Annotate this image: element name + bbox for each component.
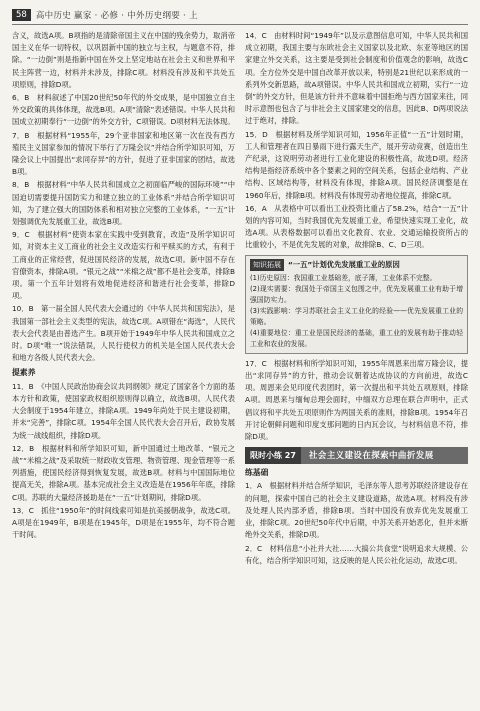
answer-paragraph: 17．C 根据材料和所学知识可知，1955年周恩来出席万隆会议，提出“求同存异”的方针，推动会议朝着达成协议的方向前进，故选C项。周恩来会见印度代表团时，第一次提出和平共处五项原则，排除A项。周恩来与缅甸总理会面时，中缅双方总理在联合声明中，正式倡议将和平共处五项原则作为两国关系的准则，排除B项。1954年召开讨论朝鲜问题和印度支那问题的日内瓦会议，与材料信息不符，排除D项。: [245, 358, 468, 442]
knowledge-item: (3)实践影响：学习苏联社会主义工业化的经验——优先发展重工业的策略。: [250, 306, 463, 326]
knowledge-box: [245, 255, 468, 354]
answer-paragraph: 11．B 《中国人民政治协商会议共同纲领》规定了国家各个方面的基本方针和政策，使国家政权组织原则得以确立，故选B项。人民代表大会制度于1954年建立，排除A项。1949年尚处于民主建设初期，并未“完善”，排除C项。1954年全国人民代表大会召开后，政协发展为统一战线组织，排除D项。: [12, 381, 235, 440]
answer-paragraph: 15．D 根据材料及所学知识可知，1956年正值“一五”计划时期，工人和管理者在四日暴雨下进行露天生产，展开劳动竞赛，创造出生产纪录，这说明劳动者进行工业化建设的积极性高，故选D项。经济结构是指经济系统中各个要素之间的空间关系，包括企业结构、产业结构、区域结构等，材料没有体现，排除A项。国民经济调整是在1960年后，排除B项。材料没有体现劳动者地位提高，排除C项。: [245, 129, 468, 200]
page-header: [12, 6, 468, 25]
answer-paragraph: 14．C 由材料时间“1949年”以及示意图信息可知，中华人民共和国成立初期，我国主要与东欧社会主义国家以及北欧、东亚等地区的国家建立外交关系，这主要是受到社会制度和价值观念的影响，故选C项。全方位外交是中国自改革开放以来，特别是21世纪以来形成的一系列外交新思路，故A项错误。中华人民共和国成立初期，实行“一边倒”的外交方针，但是该方针并不意味着中国拒绝与西方国家来往，同时示意图也包含了与非社会主义国家建交的信息，因此B、D两项说法过于绝对，排除。: [245, 31, 468, 126]
left-column: [12, 30, 235, 568]
knowledge-item: (1)历史原因：我国重工业基础差，底子薄，工业体系不完整。: [250, 273, 437, 282]
practice-tag: 限时小练 27: [245, 447, 301, 464]
knowledge-item: (4)重要地位：重工业是国民经济的基础，重工业的发展有助于推动轻工业和农业的发展。: [250, 328, 463, 348]
right-column: [245, 30, 468, 568]
answer-paragraph: 7．B 根据材料“1955年，29个亚非国家和地区第一次在没有西方殖民主义国家参加的情况下举行了万隆会议”并结合所学知识可知，万隆会议上中国提出“求同存异”的方针，促进了亚非国家的团结，故选B项。: [12, 130, 235, 177]
answer-paragraph: 1．A 根据材料并结合所学知识，毛泽东等人思考苏联经济建设存在的问题，探索中国自己的社会主义建设道路，故选A项。材料没有涉及处理人民内部矛盾，排除B项。当时中国没有放弃优先发展重工业，排除C项。20世纪50年代中后期，中苏关系开始恶化，但并未断绝外交关系，排除D项。: [245, 481, 468, 540]
knowledge-item: (2)现实需要：我国处于帝国主义包围之中，优先发展重工业有助于增强国防实力。: [250, 284, 463, 304]
answer-paragraph: 8．B 根据材料“中华人民共和国成立之初面临严峻的国际环境”“中国迫切需要提升国防实力和建立独立的工业体系”并结合所学知识可知，为了建立强大的国防体系和相对独立完整的工业体系，“一五”计划强调优先发展重工业，故选B项。: [12, 180, 235, 227]
section-title: 练基础: [245, 468, 269, 478]
answer-paragraph: 9．C 根据材料“使资本家在实践中受到教育，改造”及所学知识可知，对资本主义工商业的社会主义改造实行和平赎买的方式，有利于工商业的正常经营，促进国民经济的发展，故选C项。新中国不存在官僚资本，排除A项。“银元之战”“米棉之战”都不是社会变革，排除B项。第一个五年计划将有效地促进经济和谐进行社会变革，排除D项。: [12, 230, 235, 301]
answer-paragraph: 13．C 抓住“1950年”的时间线索可知是抗美援朝战争，故选C项。A项是在1949年，B项是在1945年，D项是在1955年，均不符合题干时间。: [12, 505, 235, 540]
answer-paragraph: 16．A 从表格中可以看出工业投资比重占了58.2%，结合“一五”计划的内容可知，当时我国优先发展重工业，希望快速实现工业化，故选A项。从表格数据可以看出文化教育、农业、交通运输投资所占的比重较小，不是优先发展的对象，故排除B、C、D三项。: [245, 203, 468, 250]
practice-banner: [245, 447, 468, 464]
knowledge-tag: 知识拓展: [250, 259, 284, 271]
section-title: 提素养: [12, 368, 36, 378]
knowledge-heading: “一五”计划优先发展重工业的原因: [288, 259, 400, 269]
page-number: 58: [12, 9, 31, 21]
practice-title: 社会主义建设在探索中曲折发展: [308, 450, 434, 461]
answer-paragraph: 含义，故选A项。B项指的是清除帝国主义在中国的残余势力，取消帝国主义在华一切特权，以巩固新中国的独立与主权，与题意不符，排除。“一边倒”则是指新中国在外交上坚定地站在社会主义和世界和平民主阵营一边，材料并未涉及，排除C项。材料没有涉及和平共处五项原则，排除D项。: [12, 31, 235, 89]
answer-paragraph: 6．B 材料叙述了中国20世纪50年代的外交成果，是中国独立自主外交政策的具体体现，故选B项。A项“清除”表述错误。中华人民共和国成立初期奉行“一边倒”的外交方针，C项错误。D项材料无法体现。: [12, 93, 235, 127]
running-title: 高中历史 赢家 · 必修 · 中外历史纲要 · 上: [35, 11, 198, 21]
answer-paragraph: 10．B 第一届全国人民代表大会通过的《中华人民共和国宪法》，是我国第一部社会主义类型的宪法，故选C项。A项错在“海选”，人民代表大会代表是由普选产生。B项开始于1949年中华人民共和国成立之时。D项“唯一”说法错误，人民行使权力的机关是全国人民代表大会和地方各级人民代表大会。: [12, 304, 235, 363]
answer-paragraph: 2．C 材料信息“小社并大社……大搞公共食堂”说明追求大规模、公有化，结合所学知识可知，这反映的是人民公社化运动，故选C项。: [245, 543, 468, 565]
answer-paragraph: 12．B 根据材料和所学知识可知，新中国通过土地改革、“银元之战”“米棉之战”及采取统一财政收支管理、物资管理、现金管理等一系列措施，使国民经济得到恢复发展，故选B项。材料与中国国际地位提高无关，排除A项。基本完成社会主义改造是在1956年年底，排除C项。苏联的大量经济援助是在“一五”计划期间，排除D项。: [12, 443, 235, 502]
